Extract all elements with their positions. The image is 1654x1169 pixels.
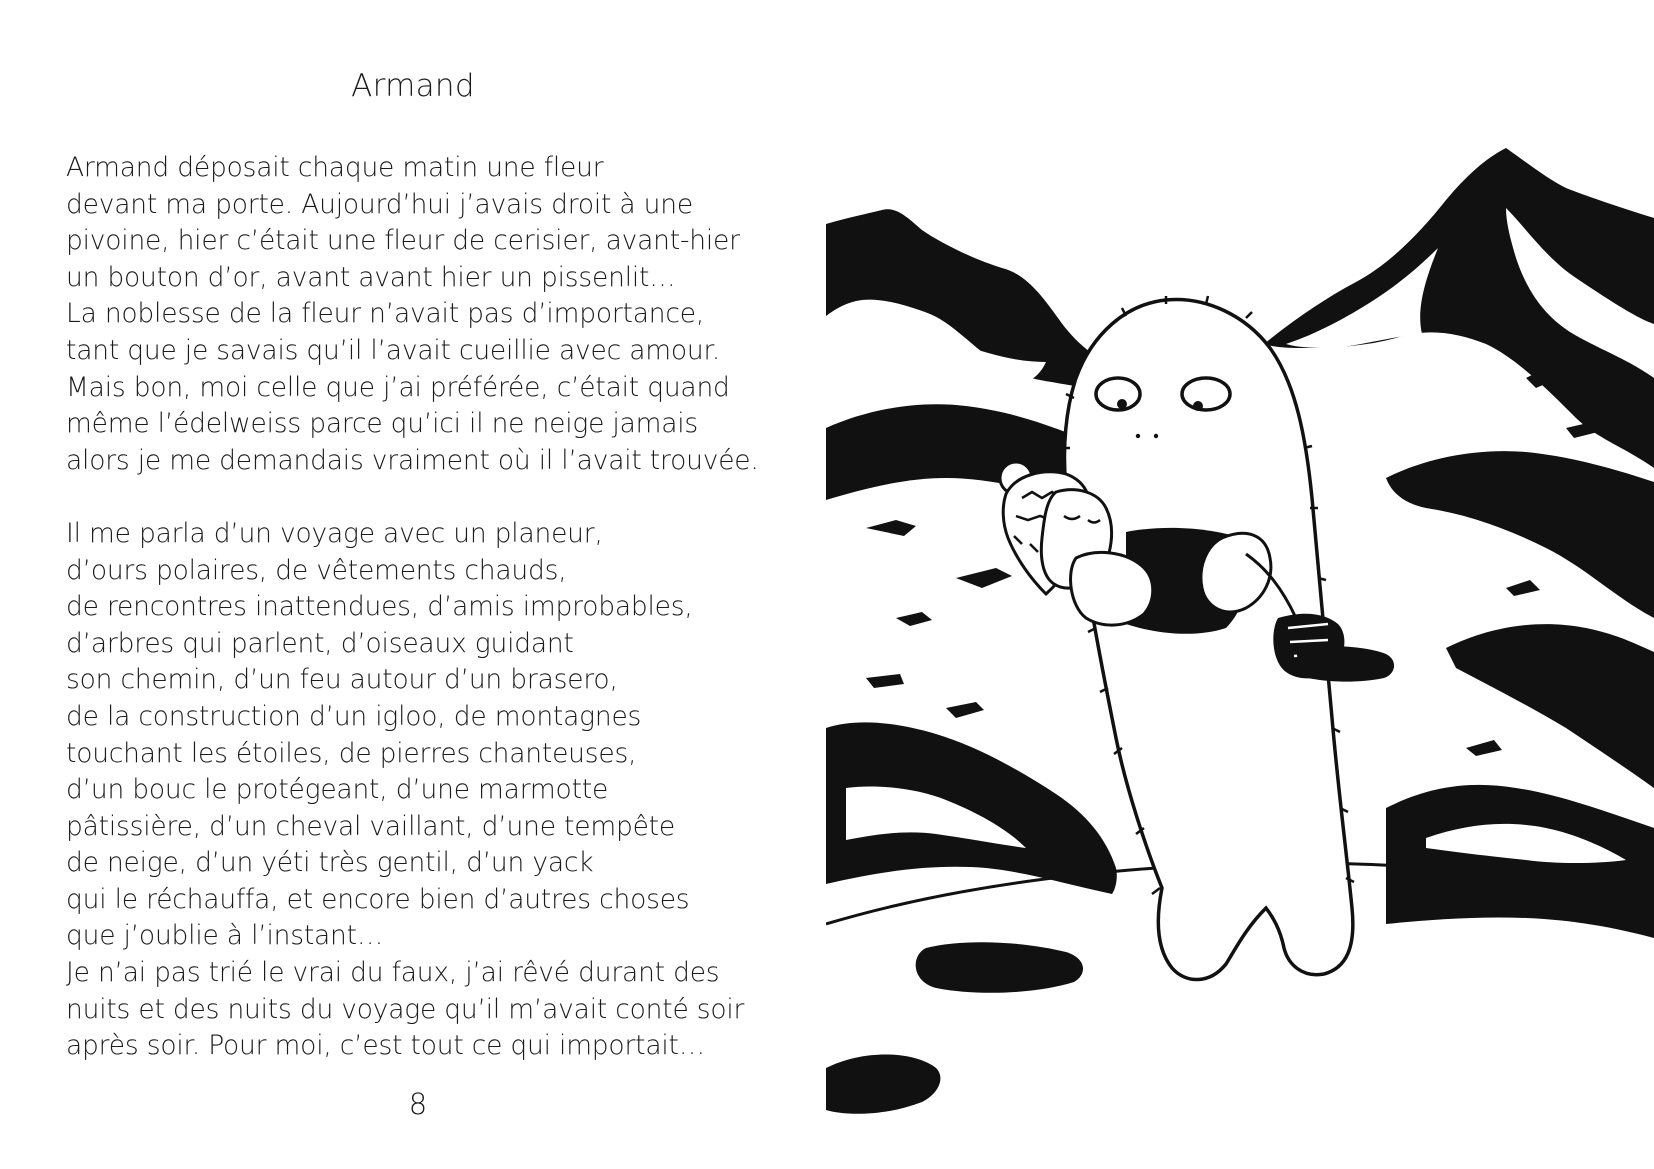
- yeti-right-pupil: [1193, 401, 1203, 411]
- poem-line: alors je me demandais vraiment où il l’avait trouvée.: [66, 444, 759, 476]
- yeti-nostril: [1136, 434, 1140, 438]
- poem-line: nuits et des nuits du voyage qu’il m’avait conté soir: [66, 993, 745, 1025]
- poem-line: Il me parla d’un voyage avec un planeur,: [66, 517, 603, 549]
- poem-line: La noblesse de la fleur n’avait pas d’importance,: [66, 298, 705, 330]
- poem-body: [66, 150, 826, 1065]
- poem-title: Armand: [351, 68, 475, 104]
- page-number: 8: [408, 1087, 428, 1121]
- poem-line: qui le réchauffa, et encore bien d’autres choses: [66, 883, 690, 915]
- poem-line: pivoine, hier c’était une fleur de cerisier, avant-hier: [66, 225, 740, 257]
- ink-drawing: [826, 148, 1654, 1120]
- yeti-right-eye: [1182, 378, 1230, 410]
- poem-line: tant que je savais qu’il l’avait cueillie avec amour.: [66, 334, 720, 366]
- yeti-nostril: [1154, 434, 1158, 438]
- poem-line: pâtissière, d’un cheval vaillant, d’une tempête: [66, 810, 675, 842]
- text-page: [0, 0, 820, 1169]
- poem-line: touchant les étoiles, de pierres chanteuses,: [66, 737, 637, 769]
- poem-line: d’un bouc le protégeant, d’une marmotte: [66, 774, 609, 806]
- poem-line: d’arbres qui parlent, d’oiseaux guidant: [66, 627, 574, 659]
- stanza-break: [66, 479, 826, 516]
- poem-line: même l’édelweiss parce qu’ici il ne neige jamais: [66, 408, 699, 440]
- artist-signature: Xan: [1530, 897, 1570, 921]
- poem-line: un bouton d’or, avant avant hier un pissenlit…: [66, 261, 676, 293]
- yeti-mountain-illustration: [826, 148, 1654, 1120]
- poem-line: Mais bon, moi celle que j’ai préférée, c’était quand: [66, 371, 730, 403]
- poem-line: de neige, d’un yéti très gentil, d’un yack: [66, 847, 594, 879]
- poem-line: devant ma porte. Aujourd’hui j’avais droit à une: [66, 188, 693, 220]
- poem-line: d’ours polaires, de vêtements chauds,: [66, 554, 567, 586]
- poem-line: que j’oublie à l’instant…: [66, 920, 384, 952]
- poem-line: de la construction d’un igloo, de montagnes: [66, 700, 642, 732]
- poem-line: de rencontres inattendues, d’amis improbables,: [66, 591, 693, 623]
- yeti-hand-holding: [1071, 552, 1153, 625]
- poem-line: Je n’ai pas trié le vrai du faux, j’ai rêvé durant des: [66, 957, 720, 989]
- poem-line: son chemin, d’un feu autour d’un brasero,: [66, 664, 618, 696]
- poem-line: après soir. Pour moi, c’est tout ce qui importait…: [66, 1030, 706, 1062]
- poem-line: Armand déposait chaque matin une fleur: [66, 152, 604, 183]
- yeti-left-pupil: [1117, 399, 1127, 409]
